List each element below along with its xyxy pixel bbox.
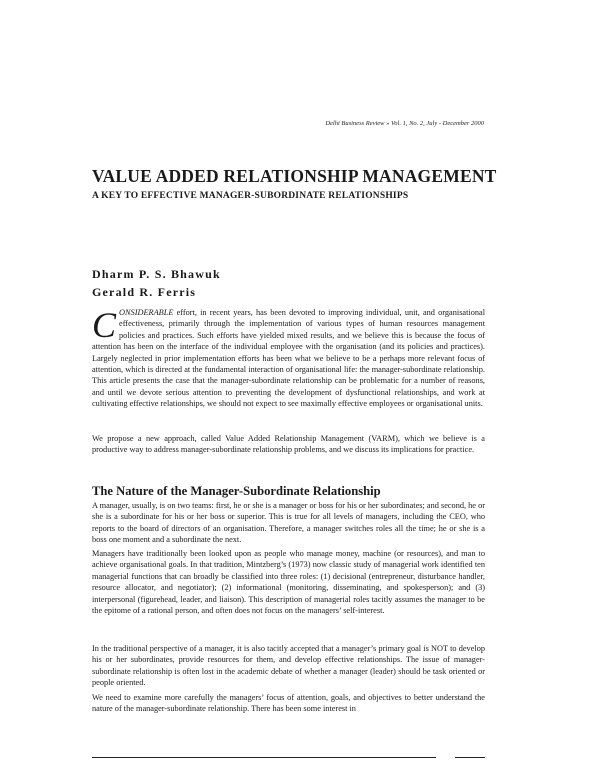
author-name: Dharm P. S. Bhawuk [92, 267, 221, 281]
intro-lead-word: ONSIDERABLE [119, 308, 174, 317]
author-list [92, 265, 392, 301]
intro-paragraph [92, 307, 485, 410]
body-paragraph: Managers have traditionally been looked upon as people who manage money, machine (or resources), and man to achieve organisational goals. In that tradition, Mintzberg’s (1973) now classic study of managerial work identified ten managerial functions that can broadly be classified into three roles: (1) decisional (entrepreneur, disturbance handler, resource allocator, and negotiator); (2) informational (monitoring, disseminating, and spokesperson); and (3) interpersonal (figurehead, leader, and liaison). This description of managerial roles tacitly assumes the manager to be the epitome of a rational person, and often does not focus on the managers’ self-interest. [92, 549, 485, 616]
proposal-paragraph: We propose a new approach, called Value Added Relationship Management (VARM), which we believe is a productive way to address manager-subordinate relationship problems, and we discuss its implications for practice. [92, 434, 485, 455]
body-paragraph: We need to examine more carefully the managers’ focus of attention, goals, and objectives to better understand the nature of the manager-subordinate relationship. There has been some interest in [92, 693, 485, 714]
paper-subtitle: A KEY TO EFFECTIVE MANAGER-SUBORDINATE RELATIONSHIPS [92, 191, 409, 201]
body-paragraph: In the traditional perspective of a manager, it is also tacitly accepted that a manager’s primary goal is NOT to develop his or her subordinates, provide resources for them, and develop effective relationships. The issue of manager-subordinate relationship is often lost in the academic debate of whether a manager (leader) should be task oriented or people oriented. [92, 644, 485, 688]
section-heading: The Nature of the Manager-Subordinate Relationship [92, 484, 381, 498]
paper-title: VALUE ADDED RELATIONSHIP MANAGEMENT [92, 166, 497, 186]
drop-cap: C [92, 305, 117, 345]
body-paragraph: A manager, usually, is on two teams: first, he or she is a manager or boss for his or her subordinates; and second, he or she is a subordinate for his or her boss or superior. This is true for all levels of managers, including the CEO, who reports to the board of directors of an organisation. Therefore, a manager switches roles all the time; he or she is a boss one moment and a subordinate the next. [92, 501, 485, 545]
journal-citation: Delhi Business Review » Vol. 1, No. 2, July - December 2000 [325, 120, 484, 127]
footer-rule [92, 757, 436, 758]
footer-rule-short [455, 757, 485, 758]
intro-text: effort, in recent years, has been devoted to improving individual, unit, and organisational effectiveness, primarily through the implementation of various types of human resources management policies and practices. Such efforts have yielded mixed results, and we believe this is because the focus of attention has been on the interface of the individual employee with the organisation (and its policies and practices). Largely neglected in prior implementation efforts has been what we believe to be a perhaps more relevant focus of attention, which is directed at the fundamental interaction of organisational life: the manager-subordinate relationship. This article presents the case that the manager-subordinate relationship can be problematic for a number of reasons, and until we devote serious attention to preventing the development of dysfunctional relationships, and work at cultivating effective relationships, we should not expect to see maximally effective employees or organisational units. [92, 308, 485, 409]
author-name: Gerald R. Ferris [92, 285, 197, 299]
